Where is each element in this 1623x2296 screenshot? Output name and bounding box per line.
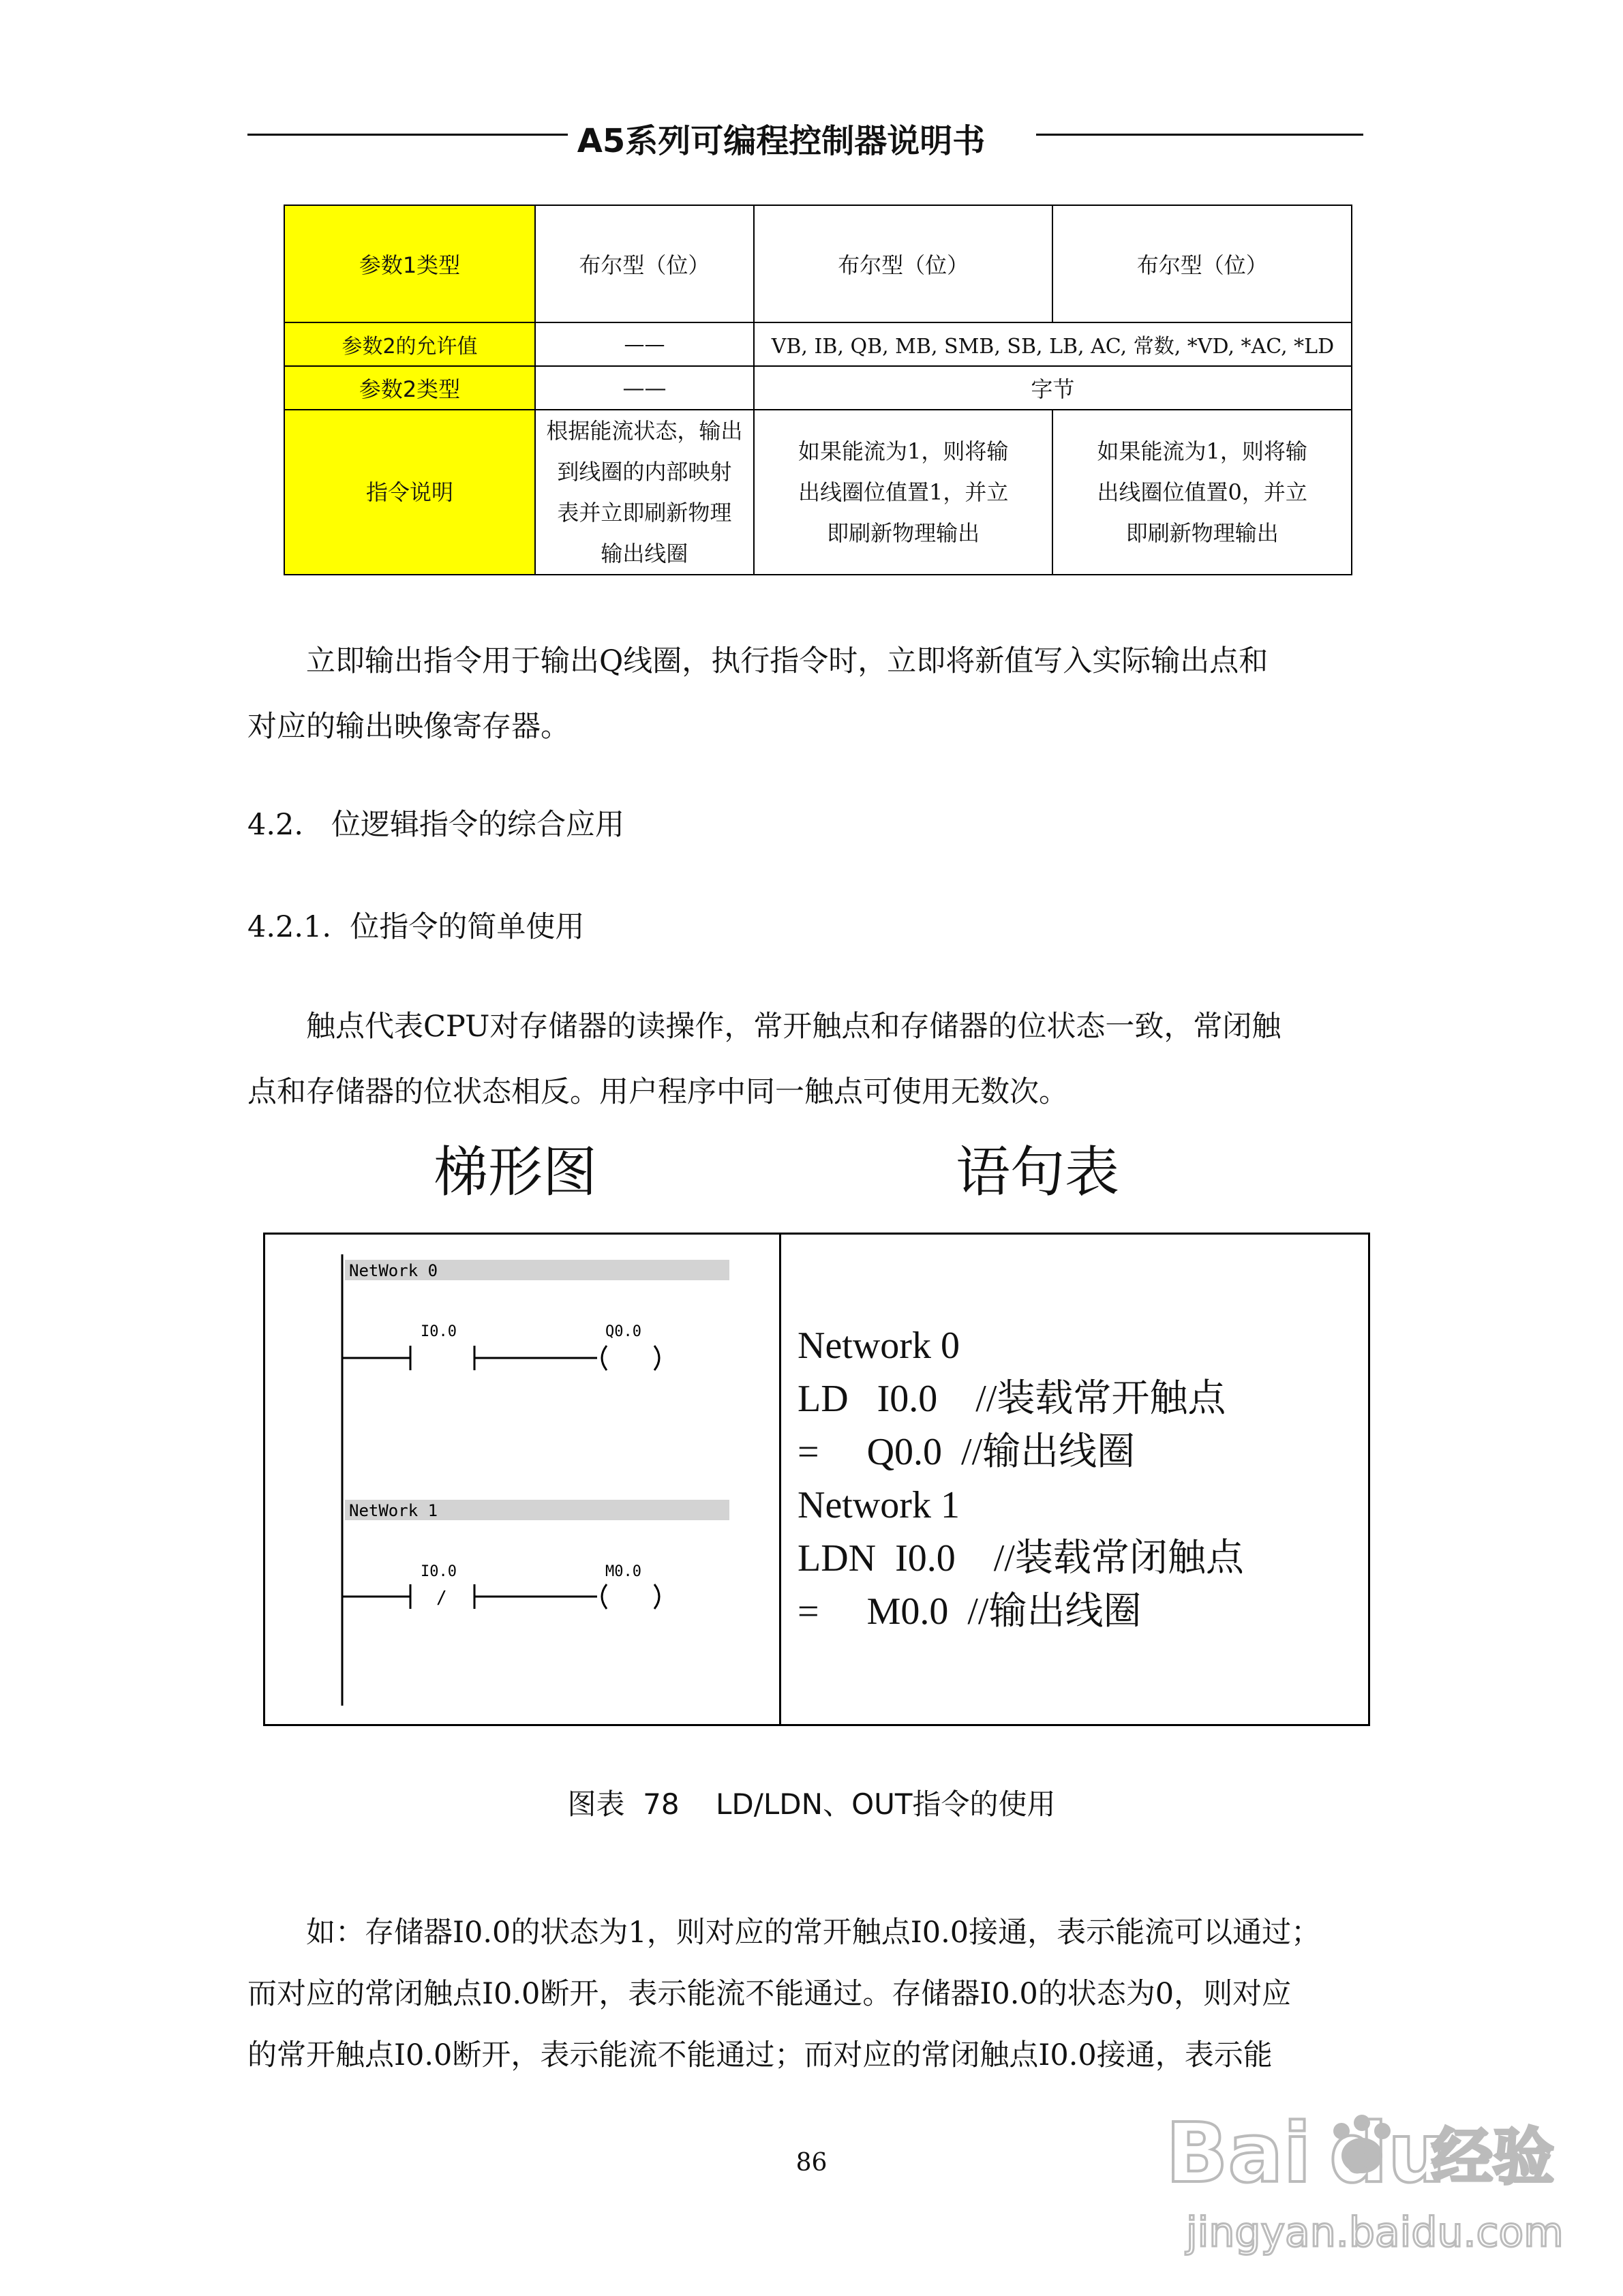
table-cell: 布尔型（位） bbox=[754, 205, 1053, 322]
table-cell: 布尔型（位） bbox=[535, 205, 754, 322]
output-coil bbox=[602, 1346, 659, 1370]
table-row bbox=[284, 205, 1352, 322]
table-row bbox=[284, 366, 1352, 410]
network-title: NetWork 1 bbox=[349, 1501, 438, 1520]
row-label: 参数2的允许值 bbox=[284, 322, 535, 366]
header-title: A5系列可编程控制器说明书 bbox=[577, 122, 986, 160]
stl-line: LDN I0.0 //装载常闭触点 bbox=[798, 1537, 1244, 1580]
paragraph-contacts: 触点代表CPU对存储器的读操作，常开触点和存储器的位状态一致，常闭触 点和存储器的位状态相反。用户程序中同一触点可使用无数次。 bbox=[247, 1010, 1281, 1109]
figure-caption: 图表 78 LD/LDN、OUT指令的使用 bbox=[567, 1787, 1056, 1821]
stl-line: = Q0.0 //输出线圈 bbox=[798, 1431, 1136, 1473]
paragraph-example: 如：存储器I0.0的状态为1，则对应的常开触点I0.0接通，表示能流可以通过； 而对应的常闭触点I0.0断开，表示能流不能通过。存储器I0.0的状态为0，则对应 的常开触点I0.0断开，表示能流不能通过；而对应的常闭触点I0.0接通，表示能 bbox=[247, 1916, 1321, 2072]
coil-label: Q0.0 bbox=[605, 1323, 641, 1340]
statement-list bbox=[798, 1319, 1244, 1638]
table-row bbox=[284, 410, 1352, 575]
page-number: 86 bbox=[795, 2149, 828, 2177]
table-cell: 布尔型（位） bbox=[1052, 205, 1352, 322]
statement-list-label: 语句表 bbox=[956, 1141, 1119, 1204]
table-cell: VB, IB, QB, MB, SMB, SB, LB, AC, 常数, *VD, *AC, *LD bbox=[754, 322, 1352, 366]
header-rule-left bbox=[247, 134, 568, 136]
section-heading-4-2-1: 4.2.1. 位指令的简单使用 bbox=[247, 910, 585, 944]
contact-label: I0.0 bbox=[421, 1323, 457, 1340]
normally-open-contact bbox=[342, 1346, 597, 1370]
row-label: 参数1类型 bbox=[284, 205, 535, 322]
table-cell: —— bbox=[535, 366, 754, 410]
figure-divider bbox=[779, 1233, 781, 1726]
stl-line: Network 1 bbox=[798, 1484, 960, 1526]
normally-closed-contact bbox=[342, 1584, 597, 1609]
contact-symbol: / bbox=[436, 1588, 447, 1608]
watermark-brand: Bai bbox=[1166, 2106, 1311, 2201]
network-title: NetWork 0 bbox=[349, 1261, 438, 1280]
coil-label: M0.0 bbox=[605, 1563, 641, 1580]
row-label: 指令说明 bbox=[284, 410, 535, 575]
table-cell: 根据能流状态，输出 到线圈的内部映射 表并立即刷新物理 输出线圈 bbox=[535, 410, 754, 575]
stl-line: = M0.0 //输出线圈 bbox=[798, 1590, 1142, 1633]
table-cell: —— bbox=[535, 322, 754, 366]
watermark-product: 经验 bbox=[1431, 2121, 1554, 2193]
ladder-diagram bbox=[266, 1235, 777, 1723]
table-row bbox=[284, 322, 1352, 366]
contact-label: I0.0 bbox=[421, 1563, 457, 1580]
stl-line: LD I0.0 //装载常开触点 bbox=[798, 1378, 1226, 1420]
table-cell: 字节 bbox=[754, 366, 1352, 410]
table-cell: 如果能流为1，则将输 出线圈位值置0，并立 即刷新物理输出 bbox=[1052, 410, 1352, 575]
output-coil bbox=[602, 1584, 659, 1609]
table-cell: 如果能流为1，则将输 出线圈位值置1，并立 即刷新物理输出 bbox=[754, 410, 1053, 575]
watermark-url: jingyan.baidu.com bbox=[1186, 2209, 1564, 2256]
section-heading-4-2: 4.2. 位逻辑指令的综合应用 bbox=[247, 808, 625, 842]
stl-line: Network 0 bbox=[798, 1325, 960, 1367]
baidu-jingyan-watermark bbox=[1159, 2072, 1568, 2277]
parameter-table bbox=[284, 205, 1352, 575]
header-rule-right bbox=[1036, 134, 1363, 136]
watermark-brand-du: du bbox=[1329, 2106, 1446, 2201]
paragraph-immediate-output: 立即输出指令用于输出Q线圈，执行指令时，立即将新值写入实际输出点和 对应的输出映像寄存器。 bbox=[247, 644, 1269, 744]
row-label: 参数2类型 bbox=[284, 366, 535, 410]
ladder-diagram-label: 梯形图 bbox=[434, 1141, 597, 1204]
